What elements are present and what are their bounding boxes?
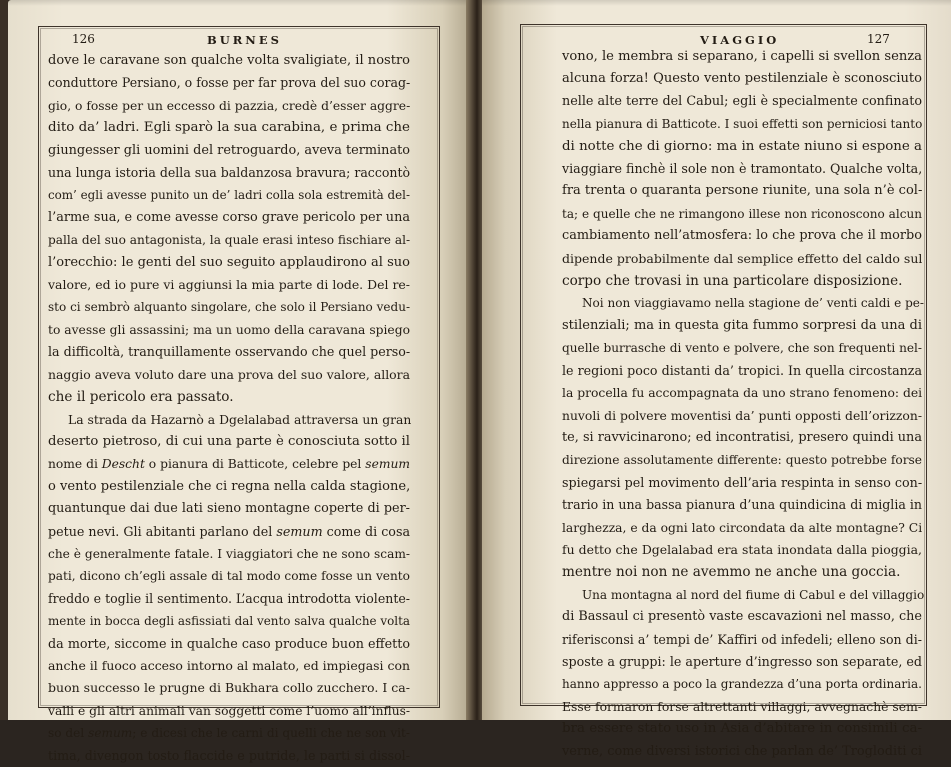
text-line: la procella fu accompagnata da uno strano fenomeno: dei — [562, 386, 923, 401]
text-line: conduttore Persiano, o fosse per far prova del suo corag- — [48, 75, 411, 91]
text-line: mentre noi non ne avemmo ne anche una goccia. — [562, 564, 901, 581]
body-text — [48, 50, 410, 767]
left-page — [8, 0, 470, 763]
text-line: Esse formaron forse altrettanti villaggi, avvegnachè sem- — [562, 699, 922, 714]
text-line: giungesser gli uomini del retroguardo, aveva terminato — [48, 142, 410, 158]
text-line: di notte che di giorno: ma in estate niuno si espone a — [562, 138, 923, 154]
page-number: 126 — [72, 32, 95, 46]
text-line: tima, divengon tosto flaccide e putride, le parti si dissol- — [48, 747, 410, 763]
text-line: naggio aveva voluto dare una prova del suo valore, allora — [48, 366, 410, 382]
text-line: hanno appresso a poco la grandezza d’una porta ordinaria. — [562, 677, 922, 692]
text-line: fu detto che Dgelalabad era stata inondata dalla pioggia, — [562, 541, 922, 557]
text-line: trario in una bassa pianura d’una quindicina di miglia in — [562, 497, 922, 513]
text-line: corpo che trovasi in una particolare disposizione. — [562, 273, 903, 290]
text-line: com’ egli avesse punito un de’ ladri colla sola estremità del- — [48, 188, 410, 203]
text-line: te, si ravvicinarono; ed incontratisi, presero quindi una — [562, 429, 922, 445]
text-line: La strada da Hazarnò a Dgelalabad attraversa un gran — [68, 412, 412, 427]
running-head: VIAGGIO — [700, 33, 780, 47]
text-line: nella pianura di Batticote. I suoi effetti son perniciosi tanto — [562, 117, 923, 132]
text-line: di Bassaul ci presentò vaste escavazioni nel masso, che — [562, 609, 922, 625]
text-line: larghezza, e da ogni lato circondata da alte montagne? Ci — [562, 520, 923, 535]
text-line: palla del suo antagonista, la quale erasi inteso fischiare al- — [48, 233, 411, 248]
text-line: cambiamento nell’atmosfera: lo che prova che il morbo — [562, 228, 922, 244]
text-line: dipende probabilmente dal semplice effetto del caldo sul — [562, 250, 923, 266]
text-line: deserto pietroso, di cui una parte è conosciuta sotto il — [48, 433, 410, 449]
text-line: bra essere stato uso in Asia d’abitare in consimili ca- — [562, 721, 922, 737]
text-line: sposte a gruppi: le aperture d’ingresso son separate, ed — [562, 653, 923, 669]
text-line: o vento pestilenziale che ci regna nella calda stagione, — [48, 478, 411, 494]
text-line: pati, dicono ch’egli assale di tal modo come fosse un vento — [48, 569, 410, 584]
text-line: da morte, siccome in qualche caso produce buon effetto — [48, 635, 410, 651]
text-line: gio, o fosse per un eccesso di pazzia, credè d’esser aggre- — [48, 98, 411, 113]
text-line: to avesse gli assassini; ma un uomo della caravana spiego — [48, 322, 410, 337]
text-line: nome di Descht o pianura di Batticote, celebre pel semum — [48, 457, 410, 472]
running-head: BURNES — [207, 33, 282, 47]
text-line: viaggiare finchè il sole non è tramontato. Qualche volta, — [562, 161, 923, 177]
page-number: 127 — [867, 32, 890, 46]
text-line: Una montagna al nord del fiume di Cabul e del villaggio — [582, 587, 925, 602]
text-line: l’arme sua, e come avesse corso grave pericolo per una — [48, 209, 410, 225]
text-line: petue nevi. Gli abitanti parlano del semum come di cosa — [48, 523, 410, 539]
page-edge-shadow — [482, 0, 951, 6]
text-line: sto ci sembrò alquanto singolare, che solo il Persiano vedu- — [48, 300, 410, 315]
text-line: ta; e quelle che ne rimangono illese non riconoscono alcun — [562, 206, 922, 221]
text-line: una lunga istoria della sua baldanzosa bravura; raccontò — [48, 165, 411, 181]
text-line: so del semum; e dicesi che le carni di quelli che ne son vit- — [48, 726, 410, 741]
text-line: nuvoli di polvere moventisi da’ punti opposti dell’orizzon- — [562, 408, 922, 423]
text-line: stilenziali; ma in questa gita fummo sorpresi da una di — [562, 317, 922, 333]
text-line: nelle alte terre del Cabul; egli è specialmente confinato — [562, 93, 922, 109]
text-line: vono, le membra si separano, i capelli si svellon senza — [562, 49, 922, 64]
right-page — [482, 0, 951, 759]
text-line: dove le caravane son qualche volta svaligiate, il nostro — [48, 53, 410, 68]
text-line: dito da’ ladri. Egli sparò la sua carabina, e prima che — [48, 120, 410, 136]
text-line: le regioni poco distanti da’ tropici. In quella circostanza — [562, 362, 922, 378]
text-line: buon successo le prugne di Bukhara collo zucchero. I ca- — [48, 680, 410, 696]
text-line: quelle burrasche di vento e polvere, che son frequenti nel- — [562, 341, 922, 356]
page-edge-shadow — [8, 0, 470, 6]
text-line: valore, ed io pure vi aggiunsi la mia parte di lode. Del re- — [48, 277, 410, 293]
text-line: quantunque dai due lati sieno montagne coperte di per- — [48, 501, 410, 517]
text-line: direzione assolutamente differente: questo potrebbe forse — [562, 453, 922, 468]
text-line: verne, come diversi istorici che parlan de’ Trogloditi ci — [562, 743, 922, 759]
text-line: spiegarsi pel movimento dell’aria respinta in senso con- — [562, 474, 923, 490]
text-line: Noi non viaggiavamo nella stagione de’ venti caldi e pe- — [582, 296, 924, 311]
text-line: la difficoltà, tranquillamente osservando che quel perso- — [48, 344, 411, 360]
text-line: fra trenta o quaranta persone riunite, una sola n’è col- — [562, 183, 923, 199]
text-line: anche il fuoco acceso intorno al malato, ed impiegasi con — [48, 657, 410, 673]
body-text — [562, 46, 925, 763]
text-line: mente in bocca degli asfissiati dal vento salva qualche volta — [48, 614, 410, 629]
text-line: riferisconsi a’ tempi de’ Kaffiri od infedeli; elleno son di- — [562, 631, 922, 647]
text-line: alcuna forza! Questo vento pestilenziale è sconosciuto — [562, 71, 922, 87]
text-line: l’orecchio: le genti del suo seguito applaudirono al suo — [48, 254, 410, 270]
text-line: che è generalmente fatale. I viaggiatori che ne sono scam- — [48, 546, 410, 561]
text-line: freddo e toglie il sentimento. L’acqua introdotta violente- — [48, 590, 411, 606]
text-line: che il pericolo era passato. — [48, 389, 234, 406]
text-line: valli e gli altri animali van soggetti come l’uomo all’influs- — [48, 703, 411, 718]
